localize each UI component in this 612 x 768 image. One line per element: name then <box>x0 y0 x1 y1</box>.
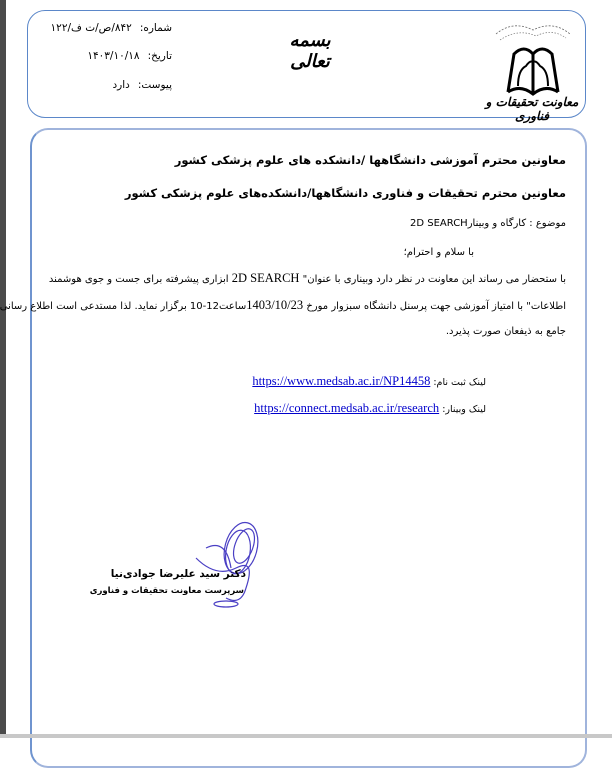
webinar-link-label: لینک وبینار: <box>442 404 486 415</box>
body-paragraph-line <box>446 326 566 337</box>
registration-link-row <box>252 374 486 389</box>
body-text: اطلاعات" با امتیاز آموزشی جهت پرسنل دانشگاه سبزوار مورخ <box>303 301 566 312</box>
registration-link[interactable]: https://www.medsab.ac.ir/NP14458 <box>252 374 431 388</box>
signature-icon <box>186 518 276 610</box>
bismillah-calligraphy: بسمه تعالی <box>289 30 331 72</box>
body-text: ابزاری پیشرفته برای جست و جوی هوشمند <box>48 274 232 285</box>
body-text-latin: 2D SEARCH <box>231 271 300 285</box>
subject-line <box>410 218 566 229</box>
body-text: جامع به ذیفعان صورت پذیرد. <box>445 326 566 337</box>
subject-label: موضوع : <box>529 218 566 229</box>
recipient-line: معاونین محترم تحقیقات و فناوری دانشگاهها/دانشکده‌های علوم پزشکی کشور <box>124 186 566 200</box>
letter-number-label: شماره: <box>139 22 172 34</box>
body-paragraph-line <box>49 271 566 286</box>
registration-link-label: لینک ثبت نام: <box>433 377 486 388</box>
letter-date <box>60 50 172 62</box>
body-text-latin: 1403/10/23 <box>246 298 304 312</box>
letter-attachment <box>60 79 172 91</box>
webinar-link[interactable]: https://connect.medsab.ac.ir/research <box>254 401 440 415</box>
letter-date-label: تاریخ: <box>147 50 172 62</box>
letter-number-value: ۸۴۲/ص/ت ف/۱۲۲ <box>50 22 132 34</box>
signer-name: دکتر سید علیرضا جوادی‌نیا <box>110 568 246 580</box>
body-text: ساعت12-10 برگزار نماید. لذا مستدعی است اطلاع رسانی <box>0 301 247 312</box>
recipient-line: معاونین محترم آموزشی دانشگاهها /دانشکده های علوم پزشکی کشور <box>174 153 566 167</box>
signer-title: سرپرست معاونت تحقیقات و فناوری <box>89 586 244 596</box>
letter-attachment-label: پیوست: <box>137 79 172 91</box>
viewer-left-edge <box>0 0 6 738</box>
letter-number <box>50 22 172 34</box>
body-text: با ستحضار می رساند این معاونت در نظر دارد وبیناری با عنوان" <box>299 274 566 285</box>
greeting: با سلام و احترام؛ <box>403 247 474 258</box>
viewer-bottom-edge <box>0 734 612 738</box>
subject-value: کارگاه و وبینار2D SEARCH <box>410 218 527 229</box>
org-name-caption: معاونت تحقیقات و فناوری <box>485 95 579 123</box>
body-paragraph-line <box>0 298 566 313</box>
webinar-link-row <box>254 401 486 416</box>
letter-date-value: ۱۴۰۳/۱۰/۱۸ <box>87 50 140 62</box>
letter-attachment-value: دارد <box>112 79 130 91</box>
